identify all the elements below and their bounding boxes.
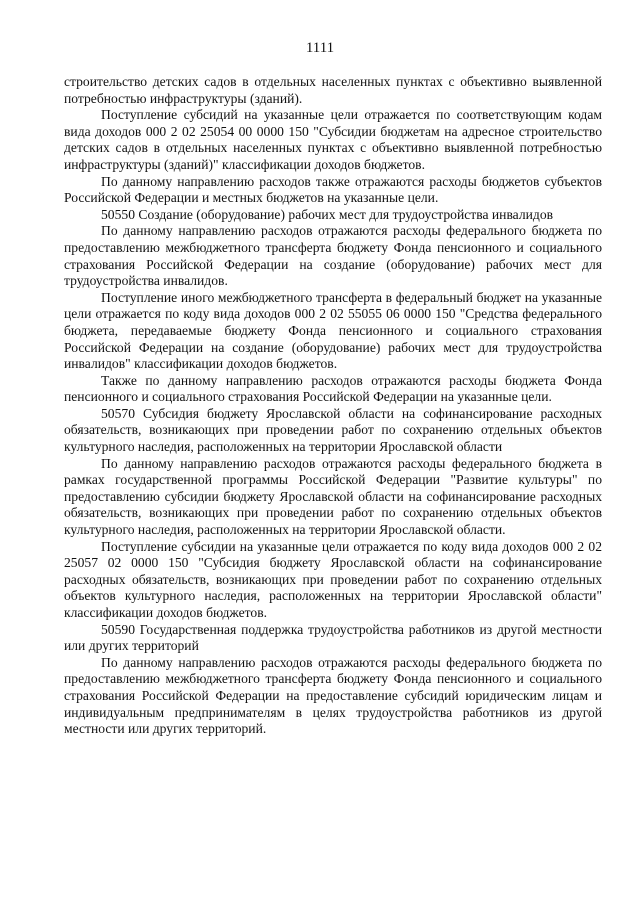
- paragraph-income-code-25054: Поступление субсидий на указанные цели отражается по соответствующим кодам вида доходов 000 2 02 25054 00 0000 150 "Субсидии бюджетам на адресное строительство детских садов в отдельных населенных пунктах с объективно выявленной потребностью инфраструктуры (зданий)" классификации доходов бюджетов.: [64, 107, 602, 172]
- paragraph-income-code-25057: Поступление субсидии на указанные цели отражается по коду вида доходов 000 2 02 25057 02 0000 150 "Субсидия бюджету Ярославской области на софинансирование расходных обязательств, возникающих при проведении работ по сохранению отдельных объектов культурного наследия, расположенных на территории Ярославской области" классификации доходов бюджетов.: [64, 538, 602, 620]
- section-heading-50590: 50590 Государственная поддержка трудоустройства работников из другой местности или других территорий: [64, 621, 602, 654]
- paragraph-50550-description: По данному направлению расходов отражаются расходы федерального бюджета по предоставлению межбюджетного трансферта бюджету Фонда пенсионного и социального страхования Российской Федерации на создание (оборудование) рабочих мест для трудоустройства инвалидов.: [64, 223, 602, 289]
- paragraph-continuation: строительство детских садов в отдельных населенных пунктах с объективно выявленной потребностью инфраструктуры (зданий).: [64, 74, 602, 106]
- section-heading-50550: 50550 Создание (оборудование) рабочих мест для трудоустройства инвалидов: [101, 206, 554, 222]
- paragraph-fund-budget: Также по данному направлению расходов отражаются расходы бюджета Фонда пенсионного и социального страхования Российской Федерации на указанные цели.: [64, 372, 602, 405]
- paragraph-50570-description: По данному направлению расходов отражаются расходы федерального бюджета в рамках государственной программы Российской Федерации "Развитие культуры" по предоставлению субсидии бюджету Ярославской области на софинансирование расходных обязательств, возникающих при проведении работ по сохранению отдельных объектов культурного наследия, расположенных на территории Ярославской области.: [64, 455, 602, 538]
- paragraph-income-code-55055: Поступление иного межбюджетного трансферта в федеральный бюджет на указанные цели отражается по коду вида доходов 000 2 02 55055 06 0000 150 "Средства федерального бюджета, передаваемые бюджету Фонда пенсионного и социального страхования Российской Федерации на создание (оборудование) рабочих мест для трудоустройства инвалидов" классификации доходов бюджетов.: [64, 289, 602, 372]
- page-number: 1111: [305, 40, 335, 56]
- paragraph-regional-budgets: По данному направлению расходов также отражаются расходы бюджетов субъектов Российской Федерации и местных бюджетов на указанные цели.: [64, 173, 602, 206]
- paragraph-50590-description: По данному направлению расходов отражаются расходы федерального бюджета по предоставлению межбюджетного трансферта бюджету Фонда пенсионного и социального страхования Российской Федерации на предоставление субсидий юридическим лицам и индивидуальным предпринимателям в целях трудоустройства работников из другой местности или других территорий.: [64, 654, 602, 737]
- document-body: [64, 74, 602, 738]
- section-heading-50570: 50570 Субсидия бюджету Ярославской области на софинансирование расходных обязательств, возникающих при проведении работ по сохранению отдельных объектов культурного наследия, расположенных на территории Ярославской области: [64, 405, 602, 455]
